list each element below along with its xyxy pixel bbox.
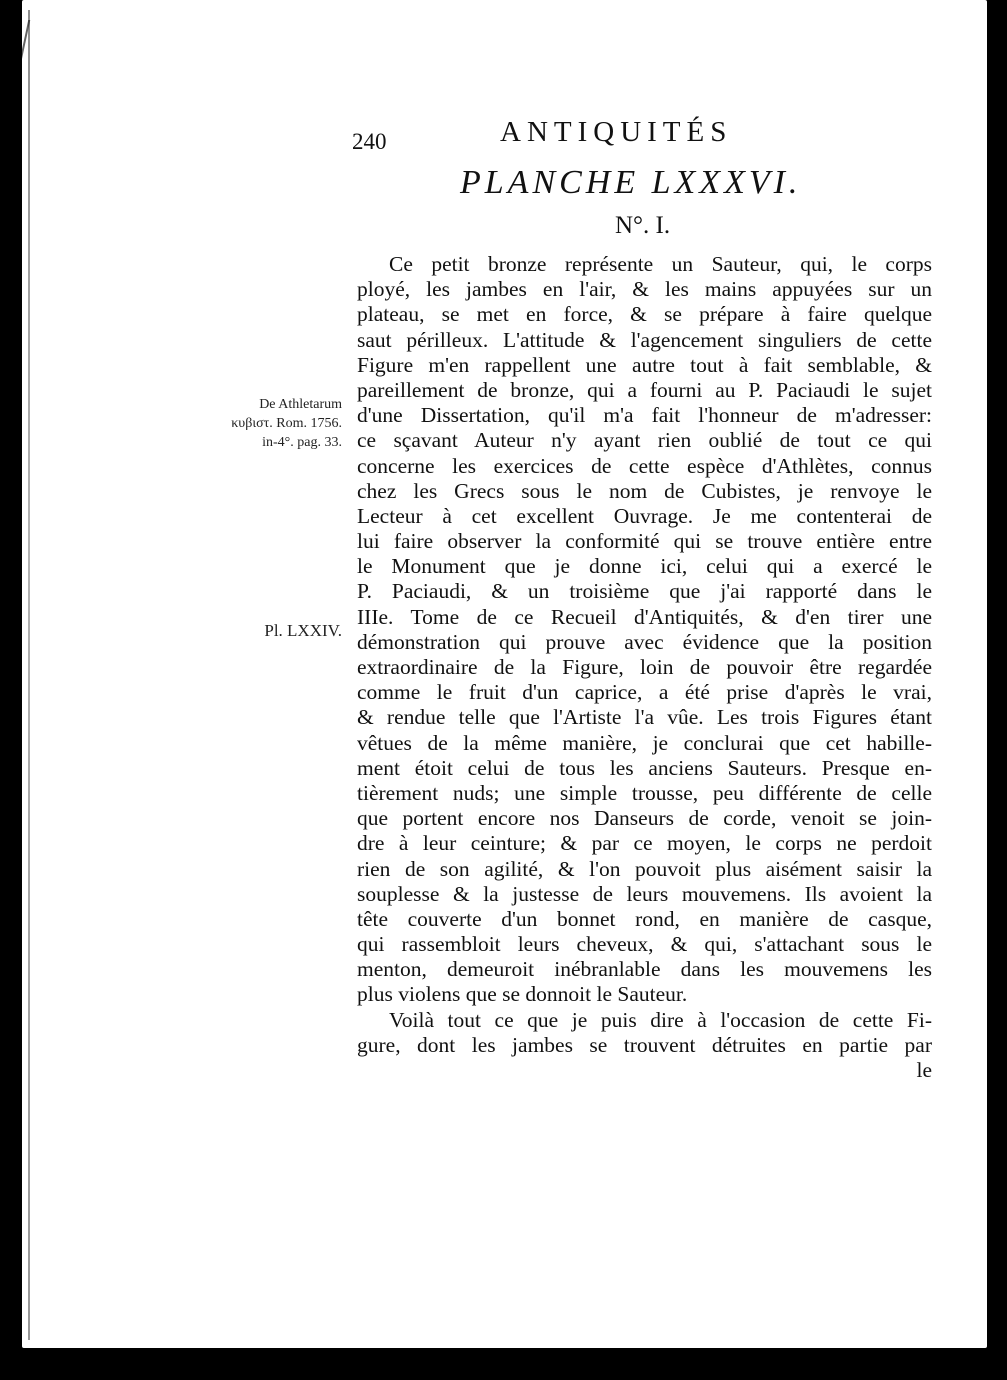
text-line: menton, demeuroit inébranlable dans les mouvemens les	[357, 957, 932, 982]
margin-note-reference	[202, 395, 342, 452]
text-line: d'une Dissertation, qu'il m'a fait l'honneur de m'adresser:	[357, 403, 932, 428]
text-line: concerne les exercices de cette espèce d'Athlètes, connus	[357, 453, 932, 478]
text-line: tête couverte d'un bonnet rond, en manière de casque,	[357, 906, 932, 931]
text-line: rien de son agilité, & l'on pouvoit plus aisément saisir la	[357, 856, 932, 881]
book-page	[22, 0, 987, 1348]
text-line: pareillement de bronze, qui a fourni au P. Paciaudi le sujet	[357, 377, 932, 402]
text-line: souplesse & la justesse de leurs mouvemens. Ils avoient la	[357, 881, 932, 906]
text-line: IIIe. Tome de ce Recueil d'Antiquités, & d'en tirer une	[357, 604, 932, 629]
text-line: plus violens que se donnoit le Sauteur.	[357, 982, 688, 1007]
text-line: gure, dont les jambes se trouvent détruites en partie par	[357, 1032, 932, 1057]
text-line: ployé, les jambes en l'air, & les mains appuyées sur un	[357, 277, 932, 302]
body-text	[357, 252, 932, 1083]
text-line: que portent encore nos Danseurs de corde, venoit se join-	[357, 806, 932, 831]
margin-note-line: κυβιστ. Rom. 1756.	[231, 416, 342, 431]
binding-gutter-shadow	[28, 10, 30, 1340]
margin-note-plate-ref: Pl. LXXIV.	[264, 621, 342, 640]
text-line: ce sçavant Auteur n'y ayant rien oublié de tout ce qui	[357, 428, 932, 453]
text-line: Ce petit bronze représente un Sauteur, qui, le corps	[389, 252, 932, 276]
text-line: tièrement nuds; une simple trousse, peu différente de celle	[357, 780, 932, 805]
text-line: ment étoit celui de tous les anciens Sauteurs. Presque en-	[357, 755, 932, 780]
running-head: ANTIQUITÉS	[500, 116, 733, 148]
text-line: qui rassembloit leurs cheveux, & qui, s'attachant sous le	[357, 932, 932, 957]
page-number: 240	[352, 129, 387, 154]
catchword: le	[916, 1058, 932, 1082]
text-line: & rendue telle que l'Artiste l'a vûe. Les trois Figures étant	[357, 705, 932, 730]
text-line: démonstration qui prouve avec évidence que la position	[357, 629, 932, 654]
text-line: comme le fruit d'un caprice, a été prise d'après le vrai,	[357, 680, 932, 705]
margin-note-line: in-4°. pag. 33.	[262, 435, 342, 450]
text-line: Figure m'en rappellent une autre tout à fait semblable, &	[357, 352, 932, 377]
text-line: P. Paciaudi, & un troisième que j'ai rapporté dans le	[357, 579, 932, 604]
plate-title: PLANCHE LXXXVI.	[460, 164, 802, 201]
text-line: vêtues de la même manière, je conclurai que cet habille-	[357, 730, 932, 755]
text-line: Voilà tout ce que je puis dire à l'occasion de cette Fi-	[389, 1007, 932, 1032]
text-line: extraordinaire de la Figure, loin de pouvoir être regardée	[357, 655, 932, 679]
text-line: chez les Grecs sous le nom de Cubistes, je renvoye le	[357, 478, 932, 503]
plate-number: N°. I.	[615, 212, 671, 239]
binding-mark	[22, 20, 42, 60]
margin-note-line: De Athletarum	[259, 397, 342, 412]
text-line: Lecteur à cet excellent Ouvrage. Je me contenterai de	[357, 503, 932, 528]
text-line: plateau, se met en force, & se prépare à faire quelque	[357, 302, 932, 327]
text-line: lui faire observer la conformité qui se trouve entière entre	[357, 529, 932, 554]
text-line: le Monument que je donne ici, celui qui a exercé le	[357, 554, 932, 579]
text-line: dre à leur ceinture; & par ce moyen, le corps ne perdoit	[357, 831, 932, 856]
text-line: saut périlleux. L'attitude & l'agencement singuliers de cette	[357, 327, 932, 352]
